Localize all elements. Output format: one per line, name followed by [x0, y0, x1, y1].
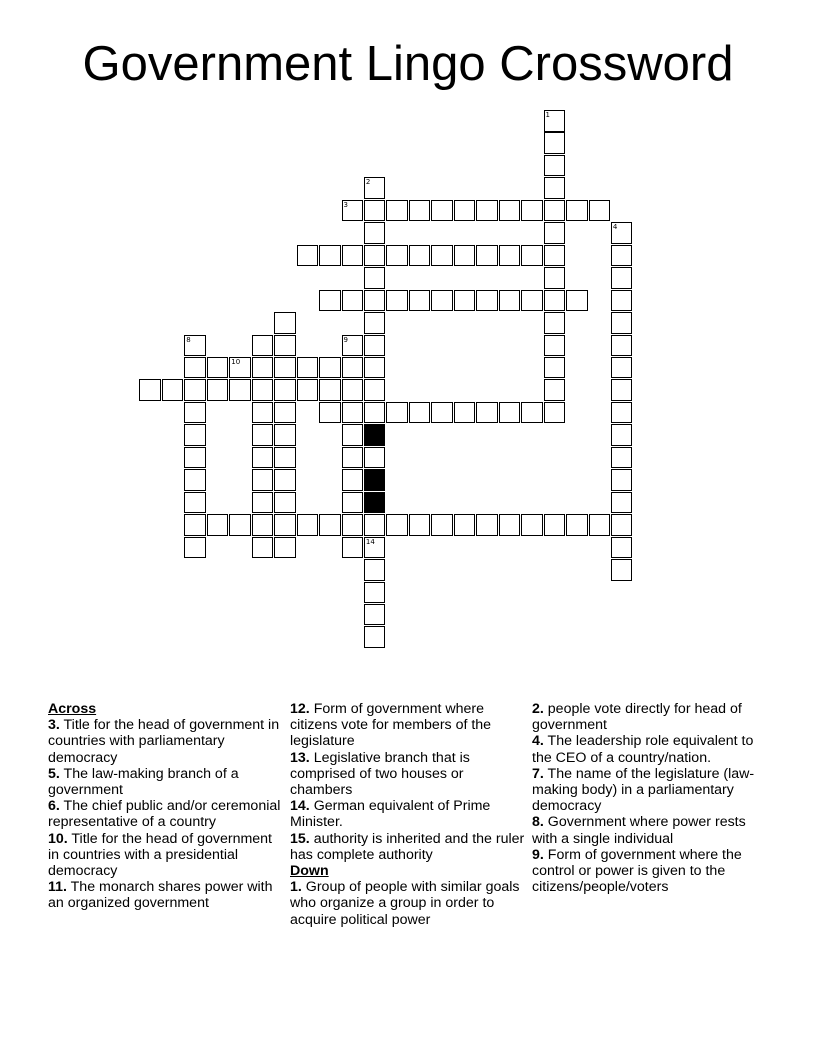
grid-cell[interactable] — [252, 469, 274, 491]
cell-number: 14 — [365, 537, 375, 546]
clue-across-15 — [290, 831, 526, 863]
grid-cell[interactable] — [611, 447, 633, 469]
grid-cell[interactable] — [274, 379, 296, 401]
grid-cell[interactable] — [184, 447, 206, 469]
grid-cell[interactable] — [364, 559, 386, 581]
black-cell — [364, 492, 386, 514]
grid-cell[interactable] — [611, 312, 633, 334]
cell-number: 4 — [612, 223, 618, 232]
grid-cell[interactable] — [297, 357, 319, 379]
grid-cell[interactable] — [611, 559, 633, 581]
clue-down-7 — [532, 766, 768, 815]
grid-cell[interactable] — [342, 424, 364, 446]
clue-number: 2. — [532, 701, 544, 717]
grid-cell[interactable] — [274, 492, 296, 514]
grid-cell[interactable] — [184, 402, 206, 424]
grid-cell[interactable] — [611, 245, 633, 267]
grid-cell[interactable] — [229, 514, 251, 536]
clue-across-6 — [48, 798, 284, 830]
grid-cell[interactable] — [454, 290, 476, 312]
grid-cell[interactable] — [611, 379, 633, 401]
grid-cell[interactable] — [611, 267, 633, 289]
grid-cell[interactable] — [409, 200, 431, 222]
clue-column-3 — [532, 701, 768, 895]
grid-cell[interactable] — [499, 290, 521, 312]
clue-text: The monarch shares power with an organized government — [48, 879, 273, 912]
grid-cell[interactable] — [611, 424, 633, 446]
grid-cell[interactable] — [184, 379, 206, 401]
grid-cell[interactable] — [252, 514, 274, 536]
grid-cell[interactable] — [139, 379, 161, 401]
puzzle-title: Government Lingo Crossword — [82, 37, 734, 91]
grid-cell[interactable] — [499, 514, 521, 536]
cell-number: 3 — [343, 200, 348, 209]
clue-text: Title for the head of government in countries with a presidential democracy — [48, 830, 272, 880]
grid-cell[interactable] — [184, 492, 206, 514]
grid-cell[interactable] — [274, 447, 296, 469]
black-cell — [364, 424, 386, 446]
grid-cell[interactable] — [611, 492, 633, 514]
grid-cell[interactable] — [544, 335, 566, 357]
grid-cell[interactable] — [184, 357, 206, 379]
clue-across-14 — [290, 798, 526, 830]
grid-cell[interactable] — [611, 222, 633, 244]
grid-cell[interactable] — [386, 200, 408, 222]
clue-number: 5. — [48, 765, 60, 782]
grid-cell[interactable] — [342, 290, 364, 312]
grid-cell[interactable] — [544, 110, 566, 132]
clue-text: Group of people with similar goals who organize a group in order to acquire political power — [290, 879, 520, 928]
grid-cell[interactable] — [207, 357, 229, 379]
grid-cell[interactable] — [386, 290, 408, 312]
grid-cell[interactable] — [364, 290, 386, 312]
grid-cell[interactable] — [409, 290, 431, 312]
grid-cell[interactable] — [364, 245, 386, 267]
grid-cell[interactable] — [364, 537, 386, 559]
grid-cell[interactable] — [274, 402, 296, 424]
clue-down-2 — [532, 701, 768, 733]
grid-cell[interactable] — [454, 245, 476, 267]
grid-cell[interactable] — [342, 200, 364, 222]
clue-across-10 — [48, 831, 284, 880]
grid-cell[interactable] — [521, 514, 543, 536]
grid-cell[interactable] — [544, 514, 566, 536]
grid-cell[interactable] — [184, 537, 206, 559]
grid-cell[interactable] — [252, 402, 274, 424]
grid-cell[interactable] — [499, 200, 521, 222]
grid-cell[interactable] — [611, 514, 633, 536]
grid-cell[interactable] — [499, 245, 521, 267]
grid-cell[interactable] — [521, 290, 543, 312]
grid-cell[interactable] — [611, 469, 633, 491]
grid-cell[interactable] — [386, 514, 408, 536]
grid-cell[interactable] — [342, 537, 364, 559]
cell-number: 2 — [365, 178, 371, 187]
grid-cell[interactable] — [342, 492, 364, 514]
grid-cell[interactable] — [544, 177, 566, 199]
grid-cell[interactable] — [297, 245, 319, 267]
grid-cell[interactable] — [364, 357, 386, 379]
grid-cell[interactable] — [566, 514, 588, 536]
clue-text: Government where power rests with a single individual — [532, 814, 746, 847]
grid-cell[interactable] — [274, 335, 296, 357]
grid-cell[interactable] — [476, 245, 498, 267]
clue-text: The leadership role equivalent to the CEO of a country/nation. — [532, 733, 754, 766]
clue-across-3 — [48, 717, 284, 766]
grid-cell[interactable] — [611, 290, 633, 312]
grid-cell[interactable] — [319, 402, 341, 424]
clue-column-2 — [290, 701, 526, 928]
grid-cell[interactable] — [476, 402, 498, 424]
grid-cell[interactable] — [274, 312, 296, 334]
grid-cell[interactable] — [297, 514, 319, 536]
grid-cell[interactable] — [229, 379, 251, 401]
grid-cell[interactable] — [544, 379, 566, 401]
grid-cell[interactable] — [364, 604, 386, 626]
grid-cell[interactable] — [364, 402, 386, 424]
cell-number: 9 — [343, 335, 348, 344]
grid-cell[interactable] — [184, 514, 206, 536]
grid-cell[interactable] — [566, 290, 588, 312]
grid-cell[interactable] — [252, 335, 274, 357]
grid-cell[interactable] — [476, 290, 498, 312]
down-heading: Down — [290, 863, 329, 880]
grid-cell[interactable] — [364, 312, 386, 334]
grid-cell[interactable] — [476, 514, 498, 536]
clue-down-8 — [532, 814, 768, 846]
grid-cell[interactable] — [476, 200, 498, 222]
clue-column-1 — [48, 701, 284, 912]
grid-cell[interactable] — [274, 424, 296, 446]
grid-cell[interactable] — [184, 424, 206, 446]
grid-cell[interactable] — [544, 312, 566, 334]
grid-cell[interactable] — [544, 155, 566, 177]
grid-cell[interactable] — [589, 514, 611, 536]
grid-cell[interactable] — [252, 357, 274, 379]
clue-number: 8. — [532, 814, 544, 831]
grid-cell[interactable] — [409, 514, 431, 536]
grid-cell[interactable] — [544, 132, 566, 154]
grid-cell[interactable] — [319, 290, 341, 312]
grid-cell[interactable] — [589, 200, 611, 222]
clue-text: Form of government where the control or power is given to the citizens/people/voters — [532, 846, 742, 896]
grid-cell[interactable] — [364, 582, 386, 604]
clue-number: 14. — [290, 798, 310, 815]
clue-number: 13. — [290, 749, 310, 766]
grid-cell[interactable] — [364, 177, 386, 199]
grid-cell[interactable] — [252, 424, 274, 446]
grid-cell[interactable] — [544, 267, 566, 289]
clue-text: The chief public and/or ceremonial representative of a country — [48, 798, 281, 831]
grid-cell[interactable] — [319, 357, 341, 379]
grid-cell[interactable] — [566, 200, 588, 222]
grid-cell[interactable] — [297, 379, 319, 401]
clue-number: 3. — [48, 717, 60, 734]
grid-cell[interactable] — [611, 357, 633, 379]
clue-number: 6. — [48, 798, 60, 815]
grid-cell[interactable] — [252, 447, 274, 469]
clue-number: 15. — [290, 830, 310, 847]
grid-cell[interactable] — [386, 245, 408, 267]
grid-cell[interactable] — [184, 469, 206, 491]
clue-number: 11. — [48, 879, 67, 896]
cell-number: 1 — [545, 111, 550, 119]
grid-cell[interactable] — [342, 514, 364, 536]
clue-text: Legislative branch that is comprised of two houses or chambers — [290, 749, 470, 799]
clue-text: people vote directly for head of government — [532, 701, 742, 734]
grid-cell[interactable] — [274, 469, 296, 491]
clue-text: German equivalent of Prime Minister. — [290, 798, 491, 831]
grid-cell[interactable] — [364, 267, 386, 289]
clue-text: The name of the legislature (law-making body) in a parliamentary democracy — [532, 765, 755, 815]
grid-cell[interactable] — [611, 402, 633, 424]
grid-cell[interactable] — [431, 245, 453, 267]
clue-text: The law-making branch of a government — [48, 765, 239, 799]
grid-cell[interactable] — [364, 626, 386, 648]
clue-down-1 — [290, 879, 526, 928]
grid-cell[interactable] — [252, 537, 274, 559]
clue-number: 4. — [532, 733, 544, 750]
clue-number: 7. — [532, 765, 544, 782]
grid-cell[interactable] — [431, 514, 453, 536]
clue-down-4 — [532, 733, 768, 765]
grid-cell[interactable] — [319, 245, 341, 267]
clue-text: Form of government where citizens vote for members of the legislature — [290, 701, 492, 750]
grid-cell[interactable] — [162, 379, 184, 401]
grid-cell[interactable] — [342, 469, 364, 491]
clue-text: authority is inherited and the ruler has complete authority — [290, 830, 525, 863]
grid-cell[interactable] — [544, 402, 566, 424]
grid-cell[interactable] — [207, 514, 229, 536]
grid-cell[interactable] — [521, 200, 543, 222]
cell-number: 8 — [186, 335, 191, 344]
grid-cell[interactable] — [364, 200, 386, 222]
clue-number: 10. — [48, 830, 68, 847]
grid-cell[interactable] — [454, 514, 476, 536]
grid-cell[interactable] — [499, 402, 521, 424]
grid-cell[interactable] — [521, 245, 543, 267]
grid-cell[interactable] — [544, 290, 566, 312]
clue-down-9 — [532, 847, 768, 896]
grid-cell[interactable] — [544, 222, 566, 244]
clue-number: 1. — [290, 879, 302, 896]
grid-cell[interactable] — [431, 290, 453, 312]
grid-cell[interactable] — [431, 402, 453, 424]
grid-cell[interactable] — [274, 357, 296, 379]
clue-number: 9. — [532, 846, 544, 863]
clue-text: Title for the head of government in countries with parliamentary democracy — [48, 717, 280, 766]
grid-cell[interactable] — [454, 402, 476, 424]
grid-cell[interactable] — [454, 200, 476, 222]
clue-across-13 — [290, 750, 526, 799]
grid-cell[interactable] — [364, 222, 386, 244]
grid-cell[interactable] — [342, 379, 364, 401]
grid-cell[interactable] — [342, 447, 364, 469]
grid-cell[interactable] — [252, 492, 274, 514]
grid-cell[interactable] — [252, 379, 274, 401]
grid-cell[interactable] — [409, 402, 431, 424]
grid-cell[interactable] — [319, 379, 341, 401]
clue-across-11 — [48, 879, 284, 911]
clue-across-12 — [290, 701, 526, 750]
grid-cell[interactable] — [364, 335, 386, 357]
grid-cell[interactable] — [611, 335, 633, 357]
grid-cell[interactable] — [342, 335, 364, 357]
grid-cell[interactable] — [364, 379, 386, 401]
grid-cell[interactable] — [184, 335, 206, 357]
grid-cell[interactable] — [544, 200, 566, 222]
grid-cell[interactable] — [409, 245, 431, 267]
grid-cell[interactable] — [544, 357, 566, 379]
grid-cell[interactable] — [386, 402, 408, 424]
grid-cell[interactable] — [521, 402, 543, 424]
across-heading: Across — [48, 701, 97, 717]
grid-cell[interactable] — [274, 514, 296, 536]
clue-across-5 — [48, 766, 284, 798]
grid-cell[interactable] — [364, 447, 386, 469]
grid-cell[interactable] — [364, 514, 386, 536]
cell-number: 10 — [231, 357, 241, 366]
clue-number: 12. — [290, 701, 310, 717]
grid-cell[interactable] — [544, 245, 566, 267]
grid-cell[interactable] — [611, 537, 633, 559]
grid-cell[interactable] — [431, 200, 453, 222]
grid-cell[interactable] — [229, 357, 251, 379]
grid-cell[interactable] — [342, 357, 364, 379]
grid-cell[interactable] — [207, 379, 229, 401]
grid-cell[interactable] — [342, 245, 364, 267]
grid-cell[interactable] — [274, 537, 296, 559]
black-cell — [364, 469, 386, 491]
grid-cell[interactable] — [319, 514, 341, 536]
grid-cell[interactable] — [342, 402, 364, 424]
